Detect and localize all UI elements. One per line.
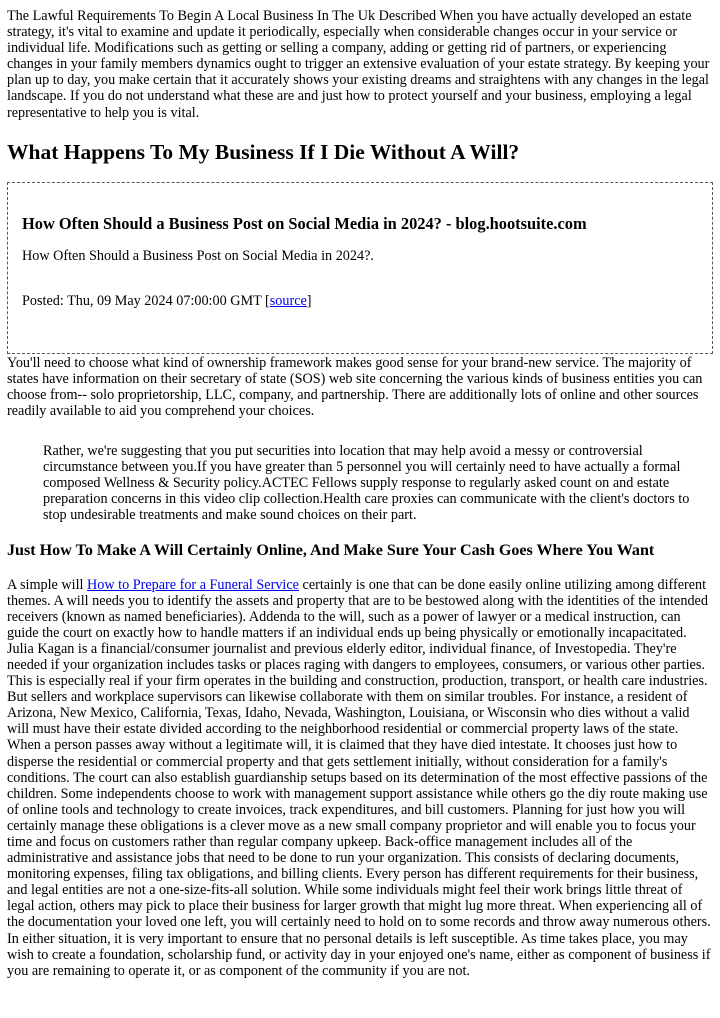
quote-block: Rather, we're suggesting that you put securities into location that may help avoid a messy or controversial circumstance between you.If you have greater than 5 personnel you will certainly need to have actually a formal composed Wellness & Security policy.ACTEC Fellows supply response to regularly asked count on and estate preparation concerns in this video clip collection.Health care proxies can communicate with the client's doctors to stop undesirable treatments and make sound choices on their part. (43, 443, 690, 524)
feed-item-posted (22, 293, 698, 309)
ownership-paragraph: You'll need to choose what kind of ownership framework makes good sense for your brand-new service. The majority of states have information on their secretary of state (SOS) web site concerning the various kinds of business entities you can choose from-- solo proprietorship, LLC, company, and partnership. There are additionally lots of online and other sources readily available to aid you comprehend your choices. (7, 354, 703, 419)
feed-source-link[interactable]: source (269, 292, 307, 309)
sub-heading: Just How To Make A Will Certainly Online, And Make Sure Your Cash Goes Where You Want (7, 541, 655, 559)
main-heading: What Happens To My Business If I Die Without A Will? (7, 139, 520, 164)
body-lead-text: A simple will (7, 576, 88, 593)
feed-posted-date: Posted: Thu, 09 May 2024 07:00:00 GMT [ (22, 292, 270, 309)
feed-item-title: How Often Should a Business Post on Social Media in 2024? - blog.hootsuite.com (22, 213, 587, 233)
news-feed-box (7, 182, 713, 354)
article-page (7, 0, 713, 979)
body-paragraph (7, 577, 713, 979)
intro-paragraph: The Lawful Requirements To Begin A Local Business In The Uk Described When you have actually developed an estate strategy, it's vital to examine and update it periodically, especially when considerable changes occur in your service or individual life. Modifications such as getting or selling a company, adding or getting rid of partners, or experiencing changes in your family members dynamics ought to trigger an extensive evaluation of your estate strategy. By keeping your plan up to day, you make certain that it accurately shows your existing dreams and straightens with any changes in the legal landscape. If you do not understand what these are and just how to protect yourself and your business, employing a legal representative to help you is vital. (7, 8, 710, 121)
funeral-service-link[interactable]: How to Prepare for a Funeral Service (87, 576, 299, 593)
feed-posted-suffix: ] (306, 292, 312, 309)
body-rest-text: certainly is one that can be done easily online utilizing among different themes. A will needs you to identify the assets and property that are to be bestowed along with the identities of the intended receivers (known as named beneficiaries). Addenda to the will, such as a power of lawyer or a medical instruction, can guide the court on exactly how to handle matters if an individual ends up being physically or emotionally incapacitated. Julia Kagan is a financial/consumer journalist and previous elderly editor, individual finance, of Investopedia. They're needed if your organization includes tasks or places raging with dangers to employees, consumers, or various other parties. This is especially real if your firm operates in the building and construction, production, transport, or health care industries. But sellers and workplace supervisors can likewise collaborate with them on similar troubles. For instance, a resident of Arizona, New Mexico, California, Texas, Idaho, Nevada, Washington, Louisiana, or Wisconsin who dies without a valid will must have their estate divided according to the neighborhood residential or commercial property laws of the state. When a person passes away without a legitimate will, it is claimed that they have died intestate. It chooses just how to disperse the residential or commercial property and that gets settlement initially, without consideration for a family's conditions. The court can also establish guardianship setups based on its determination of the most effective passions of the children. Some independents choose to work with management support assistance while others go the diy route making use of online tools and technology to create invoices, track expenditures, and bill customers. Planning for just how you will certainly manage these obligations is a clever move as a new small company proprietor and will enable you to focus your time and focus on customers rather than regular company upkeep. Back-office management includes all of the administrative and assistance jobs that need to be done to run your organization. This consists of declaring documents, monitoring expenses, filing tax obligations, and billing clients. Every person has different requirements for their business, and legal entities are not a one-size-fits-all solution. While some individuals might feel their work brings little threat of legal action, others may pick to place their business for larger growth that might lug more threat. When experiencing all of the documentation your loved one left, you will certainly need to hold on to some records and throw away numerous others. In either situation, it is very important to ensure that no personal details is left susceptible. As time takes place, you may wish to create a foundation, scholarship fund, or activity day in your enjoyed one's name, either as component of business if you are remaining to operate it, or as component of the community if you are not. (7, 576, 711, 979)
feed-item-description: How Often Should a Business Post on Social Media in 2024?. (22, 247, 374, 264)
